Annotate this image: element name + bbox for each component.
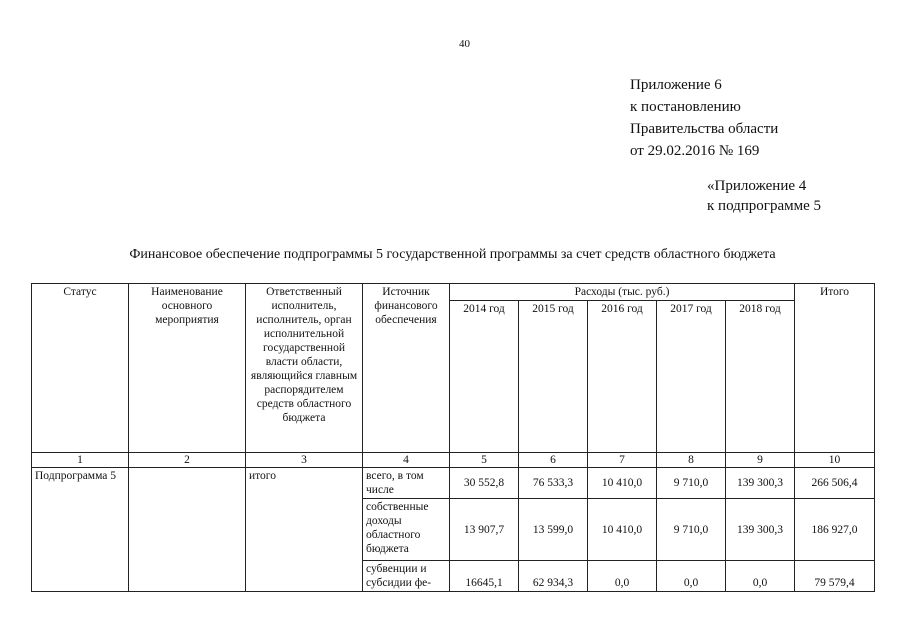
measure-cell <box>129 468 246 592</box>
value-cell: 76 533,3 <box>519 468 588 499</box>
column-index: 6 <box>519 453 588 468</box>
page-number: 40 <box>459 38 470 50</box>
value-cell: 10 410,0 <box>588 468 657 499</box>
value-cell: 30 552,8 <box>450 468 519 499</box>
header-year: 2016 год <box>588 301 657 453</box>
column-index: 5 <box>450 453 519 468</box>
header-year: 2018 год <box>726 301 795 453</box>
column-index: 8 <box>657 453 726 468</box>
value-cell: 13 599,0 <box>519 499 588 561</box>
value-cell: 9 710,0 <box>657 468 726 499</box>
appendix-line: Правительства области <box>630 121 779 137</box>
value-cell: 139 300,3 <box>726 468 795 499</box>
column-index: 1 <box>32 453 129 468</box>
column-index: 4 <box>363 453 450 468</box>
header-total: Итого <box>795 284 875 453</box>
header-expenses: Расходы (тыс. руб.) <box>450 284 795 301</box>
value-cell: 0,0 <box>657 561 726 592</box>
value-cell: 62 934,3 <box>519 561 588 592</box>
header-year: 2017 год <box>657 301 726 453</box>
source-cell: собственные доходы областного бюджета <box>363 499 450 561</box>
source-cell: субвенции и субсидии фе- <box>363 561 450 592</box>
column-index: 10 <box>795 453 875 468</box>
responsible-cell: итого <box>246 468 363 592</box>
value-cell: 13 907,7 <box>450 499 519 561</box>
column-index-row <box>32 453 875 468</box>
value-cell: 16645,1 <box>450 561 519 592</box>
header-year: 2014 год <box>450 301 519 453</box>
appendix-header <box>630 74 778 162</box>
value-cell: 9 710,0 <box>657 499 726 561</box>
appendix-reference <box>707 176 821 216</box>
value-cell: 0,0 <box>726 561 795 592</box>
appendix-ref-line: к подпрограмме 5 <box>707 198 821 214</box>
header-status: Статус <box>32 284 129 453</box>
appendix-ref-line: «Приложение 4 <box>707 178 807 194</box>
appendix-line: Приложение 6 <box>630 77 722 93</box>
total-cell: 186 927,0 <box>795 499 875 561</box>
status-cell: Подпрограмма 5 <box>32 468 129 592</box>
total-cell: 79 579,4 <box>795 561 875 592</box>
header-measure: Наименование основного мероприятия <box>129 284 246 453</box>
header-source: Источник финансового обеспечения <box>363 284 450 453</box>
column-index: 9 <box>726 453 795 468</box>
header-year: 2015 год <box>519 301 588 453</box>
document-title: Финансовое обеспечение подпрограммы 5 государственной программы за счет средств областного бюджета <box>129 247 776 262</box>
column-index: 2 <box>129 453 246 468</box>
appendix-line: к постановлению <box>630 99 741 115</box>
value-cell: 10 410,0 <box>588 499 657 561</box>
source-cell: всего, в том числе <box>363 468 450 499</box>
value-cell: 0,0 <box>588 561 657 592</box>
column-index: 3 <box>246 453 363 468</box>
value-cell: 139 300,3 <box>726 499 795 561</box>
finance-table <box>31 283 875 592</box>
header-responsible: Ответственный исполнитель, исполнитель, орган исполнительной государственной власти области, являющийся главным распорядителем средств областного бюджета <box>246 284 363 453</box>
table-row <box>32 468 875 499</box>
total-cell: 266 506,4 <box>795 468 875 499</box>
appendix-line: от 29.02.2016 № 169 <box>630 143 760 159</box>
column-index: 7 <box>588 453 657 468</box>
